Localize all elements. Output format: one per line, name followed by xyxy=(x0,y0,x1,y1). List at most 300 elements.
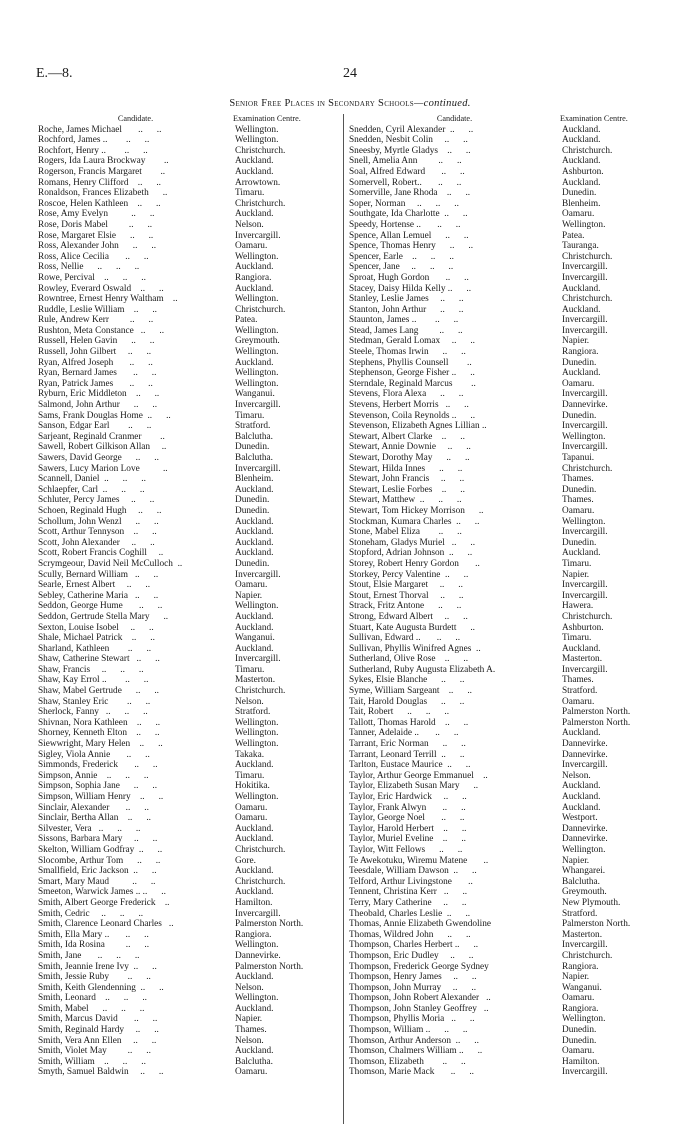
candidate-row xyxy=(349,845,664,856)
candidate-row xyxy=(349,654,664,665)
examination-centre: Invercargill. xyxy=(235,654,281,665)
examination-centre: Wanganui. xyxy=(235,389,275,400)
candidate-name: Tanner, Adelaide .. .. .. xyxy=(349,728,459,739)
examination-centre: Nelson. xyxy=(562,770,591,781)
candidate-name: Schluter, Percy James .. .. xyxy=(38,495,155,506)
examination-centre: Auckland. xyxy=(235,537,274,548)
examination-centre: Balclutha. xyxy=(235,431,273,442)
candidate-name: Thompson, Frederick George Sydney xyxy=(349,961,489,972)
examination-centre: Tauranga. xyxy=(562,241,599,252)
examination-centre: Wellington. xyxy=(235,728,279,739)
candidate-row xyxy=(38,527,338,538)
examination-centre: Nelson. xyxy=(235,219,264,230)
candidate-row xyxy=(38,559,338,570)
candidate-name: Ross, Nellie .. .. .. xyxy=(38,262,140,273)
candidate-name: Sawers, David George .. .. xyxy=(38,453,159,463)
candidate-name: Sigley, Viola Annie .. .. xyxy=(38,749,150,760)
candidate-row xyxy=(349,887,664,898)
candidate-name: Stout, Elsie Margaret .. .. xyxy=(349,580,463,591)
candidate-row xyxy=(38,718,338,729)
candidate-row xyxy=(38,538,338,549)
candidate-name: Scott, Arthur Tennyson .. .. xyxy=(38,527,157,538)
candidate-name: Ryan, Bernard James .. .. xyxy=(38,368,157,379)
candidate-name: Thomson, Marie Mack .. .. xyxy=(349,1067,474,1078)
candidate-row xyxy=(349,178,664,189)
examination-centre: Nelson. xyxy=(235,1035,264,1046)
candidate-row xyxy=(38,453,338,464)
candidate-row xyxy=(38,707,338,718)
examination-centre: Dunedin. xyxy=(562,1025,597,1036)
examination-centre: Hamilton. xyxy=(562,1056,600,1067)
candidate-row xyxy=(349,856,664,867)
examination-centre: Patea. xyxy=(562,230,585,241)
examination-centre: Christchurch. xyxy=(235,686,286,697)
examination-centre: Invercargill. xyxy=(235,230,281,241)
candidate-name: Sharland, Kathleen .. .. xyxy=(38,643,152,654)
candidate-name: Schoen, Reginald Hugh .. .. xyxy=(38,505,162,516)
candidate-row xyxy=(38,1025,338,1036)
candidate-name: Smith, Jessie Ruby .. .. xyxy=(38,972,151,983)
candidate-name: Simpson, Annie .. .. .. xyxy=(38,770,149,781)
candidate-name: Storkey, Percy Valentine .. .. xyxy=(349,569,469,580)
examination-centre: Christchurch. xyxy=(562,611,613,622)
examination-centre: Thames. xyxy=(562,675,594,686)
candidate-row xyxy=(349,750,664,761)
candidate-name: Rowley, Everard Oswald .. .. xyxy=(38,283,164,294)
candidate-row xyxy=(38,400,338,411)
candidate-row xyxy=(349,940,664,951)
examination-centre: Palmerston North. xyxy=(562,919,631,930)
candidate-name: Sneesby, Myrtle Gladys .. .. xyxy=(349,145,471,156)
candidate-name: Te Awekotuku, Wiremu Matene .. xyxy=(349,855,489,866)
candidate-row xyxy=(349,284,664,295)
candidate-row xyxy=(349,697,664,708)
candidate-name: Scannell, Daniel .. .. .. xyxy=(38,474,146,485)
examination-centre: Wellington. xyxy=(235,368,279,379)
candidate-name: Stevens, Flora Alexa .. .. xyxy=(349,389,464,400)
candidate-row xyxy=(38,824,338,835)
candidate-row xyxy=(349,315,664,326)
examination-centre: Auckland. xyxy=(235,516,274,527)
candidate-name: Smith, Clarence Leonard Charles .. xyxy=(38,919,174,930)
examination-centre: Auckland. xyxy=(235,527,274,538)
candidate-row xyxy=(38,347,338,358)
examination-centre: Invercargill. xyxy=(562,442,608,453)
candidate-row xyxy=(38,654,338,665)
candidate-row xyxy=(349,591,664,602)
candidate-name: Smallfield, Eric Jackson .. .. xyxy=(38,866,157,877)
candidate-name: Stewart, Annie Downie .. .. xyxy=(349,442,471,453)
examination-centre: Auckland. xyxy=(235,1003,274,1014)
candidate-row xyxy=(38,951,338,962)
examination-centre: Christchurch. xyxy=(562,251,613,262)
examination-centre: Dannevirke. xyxy=(562,400,608,411)
examination-centre: Wellington. xyxy=(235,251,279,262)
candidate-name: Schollum, John Wenzl .. .. xyxy=(38,516,159,527)
candidate-name: Ryburn, Eric Middleton .. .. xyxy=(38,389,160,400)
candidate-row xyxy=(349,623,664,634)
candidate-row xyxy=(349,601,664,612)
examination-centre: Auckland. xyxy=(235,262,274,273)
candidate-row xyxy=(38,697,338,708)
candidate-name: Smith, Cedric .. .. .. xyxy=(38,908,144,919)
candidate-row xyxy=(349,506,664,517)
examination-centre: Rangiora. xyxy=(562,961,599,972)
examination-centre: Balclutha. xyxy=(562,876,600,887)
candidate-name: Thompson, Phyllis Moria .. .. xyxy=(349,1014,475,1025)
candidate-row xyxy=(349,728,664,739)
candidate-row xyxy=(349,453,664,464)
examination-centre: Wellington. xyxy=(562,219,606,230)
examination-centre: Stratford. xyxy=(562,908,598,919)
candidate-name: Thompson, John Murray .. .. xyxy=(349,982,477,993)
document-reference: E.—8. xyxy=(36,66,73,81)
candidate-row xyxy=(38,1067,338,1078)
candidate-row xyxy=(349,866,664,877)
candidate-row xyxy=(349,485,664,496)
examination-centre: Auckland. xyxy=(562,792,601,802)
candidate-row xyxy=(38,686,338,697)
examination-centre: Napier. xyxy=(235,1014,263,1025)
candidate-row xyxy=(38,972,338,983)
candidate-row xyxy=(349,570,664,581)
candidate-name: Sawers, Lucy Marion Love .. xyxy=(38,463,168,474)
candidate-row xyxy=(349,326,664,337)
candidate-row xyxy=(349,707,664,718)
examination-centre: Stratford. xyxy=(235,707,271,718)
examination-centre: Dunedin. xyxy=(562,484,597,495)
candidate-name: Stephenson, George Fisher .. .. xyxy=(349,368,475,379)
candidate-row xyxy=(38,167,338,178)
examination-centre: Greymouth. xyxy=(235,336,280,347)
candidate-name: Stopford, Adrian Johnson .. .. xyxy=(349,548,473,559)
candidate-name: Sams, Frank Douglas Home .. .. xyxy=(38,410,171,421)
examination-centre: Christchurch. xyxy=(562,463,613,474)
examination-centre: Ashburton. xyxy=(562,622,604,633)
examination-centre: Dunedin. xyxy=(562,1035,597,1046)
candidate-row xyxy=(349,983,664,994)
examination-centre: Auckland. xyxy=(562,177,601,188)
candidate-row xyxy=(38,856,338,867)
candidate-name: Thomson, Elizabeth .. .. xyxy=(349,1056,466,1067)
examination-centre: Auckland. xyxy=(562,304,601,315)
examination-centre: Napier. xyxy=(562,855,590,866)
candidate-row xyxy=(349,792,664,803)
candidate-name: Strong, Edward Albert .. .. xyxy=(349,611,468,622)
examination-centre: Wellington. xyxy=(235,792,279,802)
examination-centre: Napier. xyxy=(235,590,263,601)
candidate-row xyxy=(38,612,338,623)
candidate-row xyxy=(38,548,338,559)
candidate-row xyxy=(38,909,338,920)
candidate-row xyxy=(38,633,338,644)
examination-centre: Auckland. xyxy=(235,834,274,845)
examination-centre: Dannevirke. xyxy=(562,739,608,750)
examination-centre: Arrowtown. xyxy=(235,177,281,188)
examination-centre: Oamaru. xyxy=(235,241,268,252)
candidate-row xyxy=(349,718,664,729)
candidate-name: Sutherland, Ruby Augusta Elizabeth A. xyxy=(349,664,496,675)
candidate-header: Candidate. xyxy=(117,114,154,123)
candidate-row xyxy=(349,199,664,210)
candidate-name: Stacey, Daisy Hilda Kelly .. .. xyxy=(349,283,472,294)
candidate-row xyxy=(349,834,664,845)
candidate-name: Sarjeant, Reginald Cranmer .. xyxy=(38,431,165,442)
examination-centre: Napier. xyxy=(562,336,590,347)
examination-centre: Dunedin. xyxy=(235,495,270,506)
candidate-row xyxy=(349,803,664,814)
candidate-name: Thomson, Chalmers William .. .. xyxy=(349,1046,483,1057)
candidate-row xyxy=(349,972,664,983)
candidate-row xyxy=(349,771,664,782)
candidate-name: Spence, Thomas Henry .. .. xyxy=(349,241,474,252)
candidate-name: Taylor, Muriel Eveline .. .. xyxy=(349,834,466,845)
candidate-row xyxy=(38,284,338,295)
candidate-row xyxy=(349,442,664,453)
candidate-row xyxy=(349,474,664,485)
candidate-name: Russell, John Gilbert .. .. xyxy=(38,347,152,358)
candidate-name: Thompson, Henry James .. .. xyxy=(349,972,477,983)
candidate-name: Smith, Mabel .. .. .. xyxy=(38,1003,145,1014)
candidate-name: Smith, Keith Glendenning .. .. xyxy=(38,982,164,993)
examination-centre: Christchurch. xyxy=(562,950,613,961)
candidate-name: Stone, Mabel Eliza .. .. xyxy=(349,527,462,538)
examination-centre: Balclutha. xyxy=(235,1056,273,1067)
candidate-row xyxy=(38,199,338,210)
candidate-row xyxy=(349,220,664,231)
examination-centre: New Plymouth. xyxy=(562,897,621,908)
examination-centre: Dunedin. xyxy=(562,188,597,199)
examination-centre: Wellington. xyxy=(235,601,279,612)
candidate-name: Stewart, Albert Clarke .. .. xyxy=(349,431,465,442)
candidate-name: Taylor, Witt Fellows .. .. xyxy=(349,844,463,855)
candidate-name: Shaw, Francis .. .. .. xyxy=(38,664,144,675)
candidate-name: Tarlton, Eustace Maurice .. .. xyxy=(349,760,471,771)
examination-centre: Rangiora. xyxy=(562,1003,599,1014)
candidate-name: Stockman, Kumara Charles .. .. xyxy=(349,516,480,527)
centre-header: Examination Centre. xyxy=(560,114,628,123)
candidate-row xyxy=(349,305,664,316)
examination-centre: Auckland. xyxy=(235,1046,274,1057)
left-column-header xyxy=(38,114,338,125)
examination-centre: Wellington. xyxy=(562,431,606,442)
examination-centre: Invercargill. xyxy=(562,325,608,336)
candidate-name: Sykes, Elsie Blanche .. .. xyxy=(349,675,465,686)
candidate-row xyxy=(349,464,664,475)
candidate-name: Snell, Amelia Ann .. .. xyxy=(349,156,462,167)
candidate-row xyxy=(349,421,664,432)
candidate-row xyxy=(38,146,338,157)
candidate-name: Somerville, Jane Rhoda .. .. xyxy=(349,188,471,199)
candidate-name: Simmonds, Frederick .. .. xyxy=(38,760,158,771)
examination-centre: Auckland. xyxy=(235,156,274,167)
candidate-row xyxy=(38,877,338,888)
candidate-name: Thomas, Annie Elizabeth Gwendoline xyxy=(349,919,491,930)
examination-centre: Oamaru. xyxy=(562,209,595,220)
examination-centre: Napier. xyxy=(562,569,590,580)
candidate-row xyxy=(38,432,338,443)
examination-centre: Wellington. xyxy=(235,135,279,146)
candidate-name: Schlaepfer, Carl .. .. .. xyxy=(38,484,145,495)
candidate-name: Stedman, Gerald Lomax .. .. xyxy=(349,336,475,347)
candidate-row xyxy=(38,495,338,506)
examination-centre: Invercargill. xyxy=(562,421,608,432)
candidate-row xyxy=(349,336,664,347)
candidate-row xyxy=(38,601,338,612)
candidate-row xyxy=(38,887,338,898)
examination-centre: Oamaru. xyxy=(235,813,268,824)
candidate-row xyxy=(38,464,338,475)
candidate-name: Stevens, Herbert Morris .. .. xyxy=(349,400,469,411)
examination-centre: Timaru. xyxy=(235,664,265,675)
candidate-row xyxy=(349,951,664,962)
candidate-row xyxy=(38,294,338,305)
candidate-row xyxy=(349,241,664,252)
examination-centre: Auckland. xyxy=(562,781,601,792)
examination-centre: Thames. xyxy=(562,474,594,485)
candidate-name: Ryan, Patrick James .. .. xyxy=(38,378,153,389)
candidate-row xyxy=(38,358,338,369)
candidate-row xyxy=(349,1046,664,1057)
examination-centre: Dannevirke. xyxy=(562,823,608,834)
candidate-row xyxy=(349,389,664,400)
candidate-name: Rogerson, Francis Margaret .. xyxy=(38,166,166,177)
candidate-row xyxy=(38,326,338,337)
candidate-name: Sanson, Edgar Earl .. .. xyxy=(38,421,152,432)
candidate-row xyxy=(349,1036,664,1047)
candidate-row xyxy=(38,665,338,676)
candidate-row xyxy=(349,824,664,835)
candidate-name: Stuart, Kate Augusta Burdett .. xyxy=(349,622,476,633)
examination-centre: Wellington. xyxy=(235,940,279,951)
candidate-name: Sproat, Hugh Gordon .. .. xyxy=(349,272,469,283)
examination-centre: Hawera. xyxy=(562,601,594,612)
left-rows xyxy=(38,125,338,1078)
candidate-row xyxy=(38,962,338,973)
candidate-row xyxy=(349,813,664,824)
examination-centre: Auckland. xyxy=(235,622,274,633)
section-title-main: Senior Free Places in Secondary Schools xyxy=(229,98,415,109)
candidate-name: Silvester, Vera .. .. .. xyxy=(38,823,141,834)
examination-centre: Invercargill. xyxy=(562,664,608,675)
examination-centre: Palmerston North. xyxy=(235,961,304,972)
candidate-row xyxy=(349,633,664,644)
candidate-row xyxy=(38,1014,338,1025)
examination-centre: Stratford. xyxy=(562,686,598,697)
candidate-name: Seddon, George Hume .. .. xyxy=(38,601,163,612)
examination-centre: Patea. xyxy=(235,315,258,326)
examination-centre: Invercargill. xyxy=(235,463,281,474)
candidate-name: Tarrant, Leonard Terrill .. .. xyxy=(349,749,465,760)
candidate-name: Southgate, Ida Charlotte .. .. xyxy=(349,209,468,220)
candidate-name: Shivnan, Nora Kathleen .. .. xyxy=(38,717,161,728)
candidate-row xyxy=(38,305,338,316)
candidate-row xyxy=(349,432,664,443)
candidate-name: Thompson, Eric Dudley .. .. xyxy=(349,950,474,961)
candidate-name: Stanley, Leslie James .. .. xyxy=(349,294,464,305)
candidate-row xyxy=(349,1004,664,1015)
candidate-row xyxy=(349,612,664,623)
candidate-name: Stoneham, Gladys Muriel .. .. xyxy=(349,537,476,548)
examination-centre: Dunedin. xyxy=(235,505,270,516)
examination-centre: Whangarei. xyxy=(562,866,606,877)
candidate-row xyxy=(349,760,664,771)
candidate-name: Smith, Violet May .. .. xyxy=(38,1046,151,1057)
examination-centre: Rangiora. xyxy=(235,272,272,283)
right-column-header xyxy=(349,114,664,125)
examination-centre: Invercargill. xyxy=(235,908,281,919)
candidate-row xyxy=(349,538,664,549)
candidate-name: Theobald, Charles Leslie .. .. xyxy=(349,908,471,919)
examination-centre: Christchurch. xyxy=(235,876,286,887)
examination-centre: Wellington. xyxy=(235,347,279,358)
candidate-row xyxy=(349,675,664,686)
examination-centre: Wellington. xyxy=(235,993,279,1004)
examination-centre: Oamaru. xyxy=(562,993,595,1004)
candidate-row xyxy=(349,919,664,930)
candidate-name: Smith, William .. .. .. xyxy=(38,1056,146,1067)
candidate-row xyxy=(349,909,664,920)
examination-centre: Wellington. xyxy=(235,717,279,728)
candidate-row xyxy=(38,898,338,909)
examination-centre: Auckland. xyxy=(562,156,601,167)
candidate-row xyxy=(349,1057,664,1068)
candidate-row xyxy=(38,336,338,347)
examination-centre: Invercargill. xyxy=(562,590,608,601)
candidate-row xyxy=(349,1067,664,1078)
candidate-row xyxy=(349,930,664,941)
examination-centre: Palmerston North. xyxy=(235,919,304,930)
candidate-row xyxy=(349,527,664,538)
candidate-name: Snedden, Nesbit Colin .. .. xyxy=(349,135,468,146)
examination-centre: Auckland. xyxy=(235,357,274,368)
examination-centre: Auckland. xyxy=(235,972,274,983)
candidate-row xyxy=(38,474,338,485)
candidate-name: Ryan, Alfred Joseph .. .. xyxy=(38,357,153,368)
candidate-row xyxy=(38,262,338,273)
candidate-row xyxy=(38,273,338,284)
examination-centre: Christchurch. xyxy=(562,145,613,156)
examination-centre: Dunedin. xyxy=(235,442,270,453)
candidate-row xyxy=(349,294,664,305)
candidate-row xyxy=(38,591,338,602)
candidate-row xyxy=(38,644,338,655)
examination-centre: Dunedin. xyxy=(562,410,597,421)
examination-centre: Auckland. xyxy=(562,368,601,379)
candidate-name: Thompson, Charles Herbert .. .. xyxy=(349,940,479,951)
candidate-name: Smith, Vera Ann Ellen .. .. xyxy=(38,1035,157,1046)
candidate-row xyxy=(349,188,664,199)
examination-centre: Wellington. xyxy=(235,294,279,305)
examination-centre: Oamaru. xyxy=(562,696,595,707)
examination-centre: Christchurch. xyxy=(562,294,613,305)
examination-centre: Oamaru. xyxy=(562,1046,595,1057)
candidate-name: Rose, Amy Evelyn .. .. xyxy=(38,209,155,220)
candidate-name: Stevenson, Coila Reynolds .. .. xyxy=(349,410,476,421)
candidate-name: Taylor, George Noel .. .. xyxy=(349,813,465,824)
examination-centre: Auckland. xyxy=(562,728,601,739)
candidate-name: Shale, Michael Patrick .. .. xyxy=(38,633,155,644)
candidate-name: Stephens, Phyllis Counsell .. xyxy=(349,357,472,368)
examination-centre: Oamaru. xyxy=(235,1067,268,1078)
examination-centre: Palmerston North. xyxy=(562,707,631,718)
examination-centre: Masterton. xyxy=(562,654,603,665)
candidate-row xyxy=(38,1004,338,1015)
candidate-name: Thompson, John Stanley Geoffrey .. xyxy=(349,1003,489,1014)
candidate-name: Thomas, Wildred John .. .. xyxy=(349,929,471,940)
examination-centre: Wellington. xyxy=(235,378,279,389)
candidate-row xyxy=(349,517,664,528)
